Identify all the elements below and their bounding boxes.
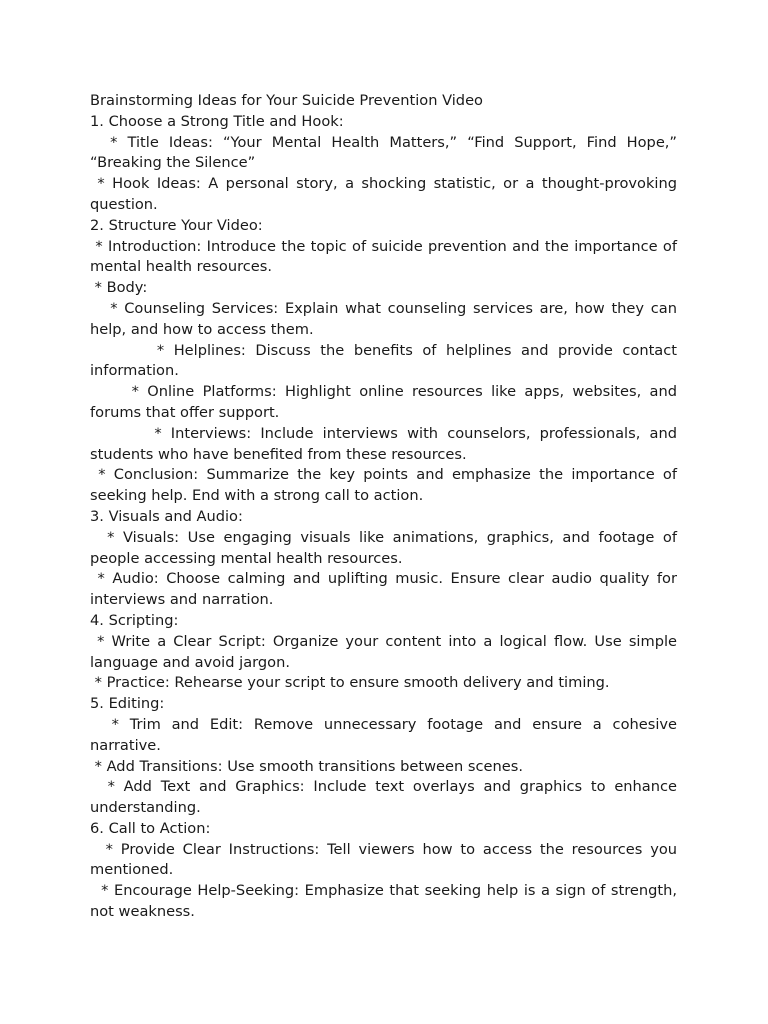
list-item-body: * Body: [90, 279, 148, 297]
list-item-text-graphics: * Add Text and Graphics: Include text overlays and graphics to enhance understanding. [90, 778, 682, 817]
list-item-audio: * Audio: Choose calming and uplifting music. Ensure clear audio quality for interviews and narration. [90, 570, 682, 609]
list-item-visuals: * Visuals: Use engaging visuals like animations, graphics, and footage of people accessing mental health resources. [90, 528, 682, 567]
document-title: Brainstorming Ideas for Your Suicide Prevention Video [90, 92, 483, 109]
section-heading-structure: 2. Structure Your Video: [90, 216, 263, 234]
list-item-clear-instructions: * Provide Clear Instructions: Tell viewers how to access the resources you mentioned. [90, 840, 682, 879]
section-heading-scripting: 4. Scripting: [90, 611, 179, 629]
list-item-interviews: * Interviews: Include interviews with counselors, professionals, and students who have benefited from these resources. [90, 424, 682, 463]
list-item-hook-ideas: * Hook Ideas: A personal story, a shocking statistic, or a thought-provoking question. [90, 175, 682, 213]
list-item-help-seeking: * Encourage Help-Seeking: Emphasize that seeking help is a sign of strength, not weakness. [90, 882, 682, 921]
list-item-trim-edit: * Trim and Edit: Remove unnecessary footage and ensure a cohesive narrative. [90, 715, 682, 754]
section-heading-editing: 5. Editing: [90, 695, 165, 713]
list-item-online-platforms: * Online Platforms: Highlight online resources like apps, websites, and forums that offer support. [90, 383, 682, 421]
list-item-conclusion: * Conclusion: Summarize the key points and emphasize the importance of seeking help. End with a strong call to action. [90, 466, 682, 505]
section-heading-call-to-action: 6. Call to Action: [90, 819, 211, 837]
list-item-introduction: * Introduction: Introduce the topic of suicide prevention and the importance of mental health resources. [90, 237, 682, 276]
section-heading-title-hook: 1. Choose a Strong Title and Hook: [90, 112, 344, 130]
list-item-practice: * Practice: Rehearse your script to ensure smooth delivery and timing. [90, 674, 610, 692]
list-item-helplines: * Helplines: Discuss the benefits of helplines and provide contact information. [90, 341, 682, 380]
list-item-title-ideas: * Title Ideas: “Your Mental Health Matters,” “Find Support, Find Hope,” “Breaking the Silence” [90, 133, 682, 172]
document-body [90, 91, 682, 923]
list-item-clear-script: * Write a Clear Script: Organize your content into a logical flow. Use simple language and avoid jargon. [90, 632, 682, 671]
list-item-counseling-services: * Counseling Services: Explain what counseling services are, how they can help, and how to access them. [90, 299, 682, 338]
section-heading-visuals-audio: 3. Visuals and Audio: [90, 507, 243, 525]
list-item-transitions: * Add Transitions: Use smooth transitions between scenes. [90, 757, 523, 775]
